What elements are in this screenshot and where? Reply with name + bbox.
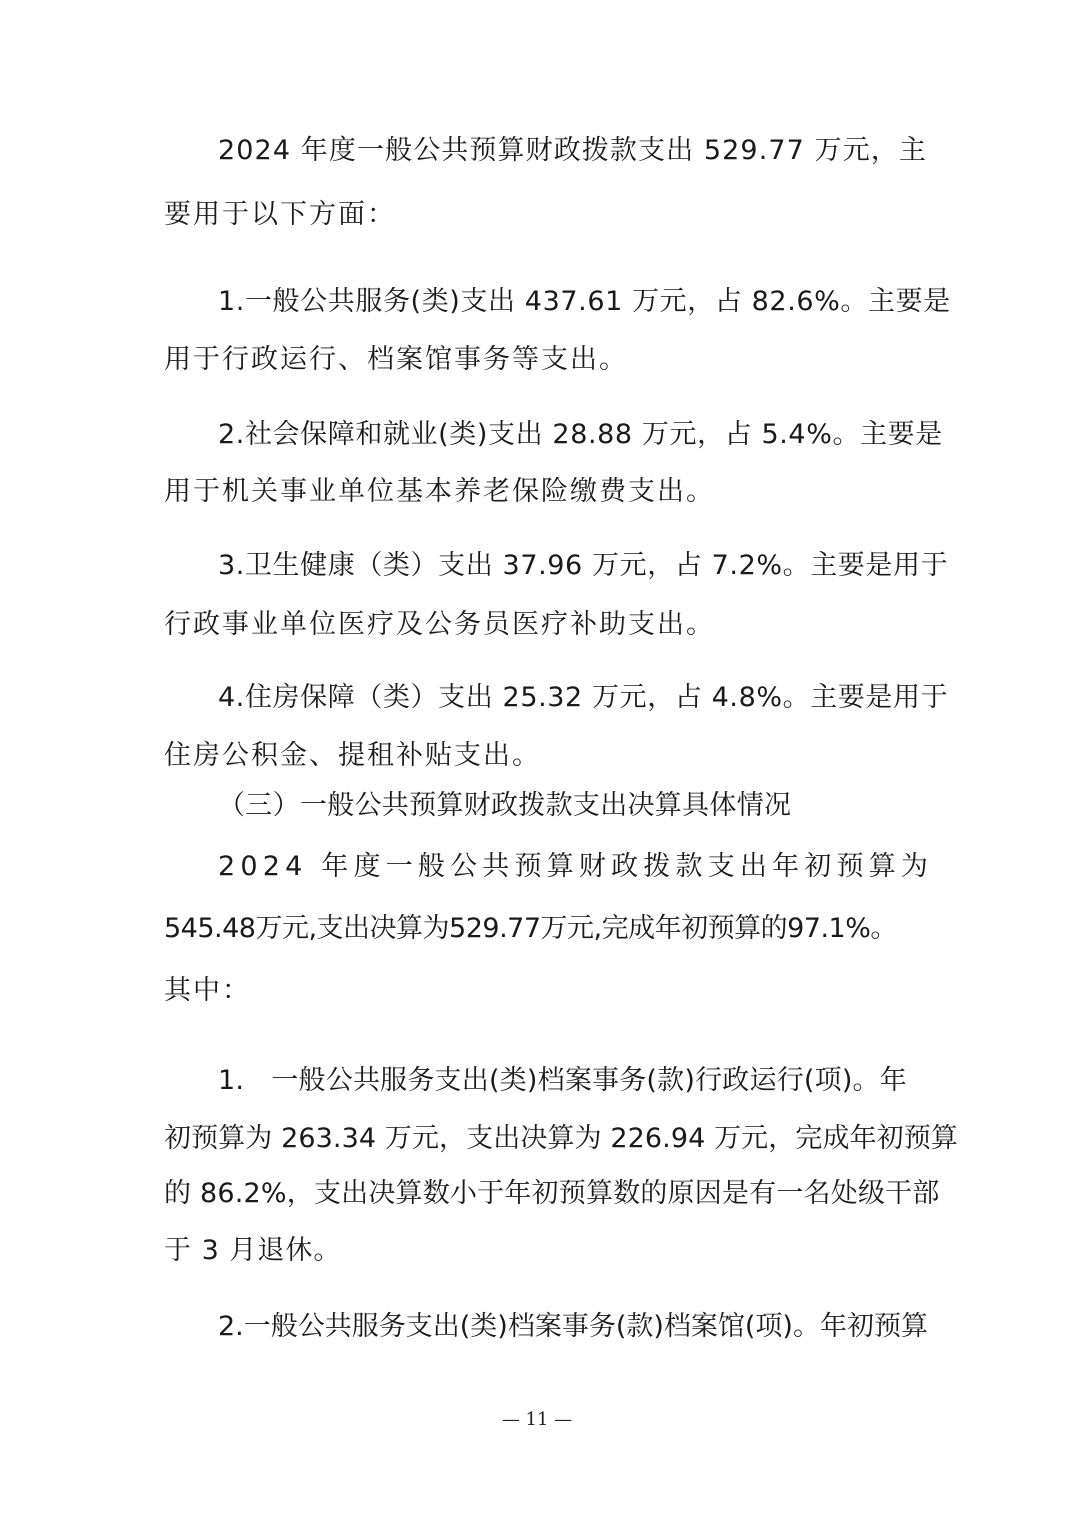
text-line: 住房公积金、提租补贴支出。 xyxy=(164,740,541,771)
text-line: 2.一般公共服务支出(类)档案事务(款)档案馆(项)。年初预算 xyxy=(218,1311,928,1342)
text-line: 的 86.2%，支出决算数小于年初预算数的原因是有一名处级干部 xyxy=(164,1178,940,1209)
text-line: 2024 年度一般公共预算财政拨款支出 529.77 万元，主 xyxy=(218,135,928,166)
section-heading: （三）一般公共预算财政拨款支出决算具体情况 xyxy=(218,790,792,821)
text-line: 行政事业单位医疗及公务员医疗补助支出。 xyxy=(164,609,715,640)
text-line: 3.卫生健康（类）支出 37.96 万元，占 7.2%。主要是用于 xyxy=(218,550,949,581)
text-line: 初预算为 263.34 万元，支出决算为 226.94 万元，完成年初预算 xyxy=(164,1123,958,1154)
text-line: 545.48万元,支出决算为529.77万元,完成年初预算的97.1%。 xyxy=(164,913,897,944)
page-number: — 11 — xyxy=(501,1409,573,1430)
text-line: 1. 一般公共服务支出(类)档案事务(款)行政运行(项)。年 xyxy=(218,1065,907,1096)
text-line: 2024 年度一般公共预算财政拨款支出年初预算为 xyxy=(218,851,934,882)
text-line: 要用于以下方面： xyxy=(164,199,396,230)
text-line: 于 3 月退休。 xyxy=(164,1235,342,1266)
text-line: 其中： xyxy=(164,975,251,1006)
text-line: 用于行政运行、档案馆事务等支出。 xyxy=(164,344,628,375)
text-line: 1.一般公共服务(类)支出 437.61 万元，占 82.6%。主要是 xyxy=(218,286,951,317)
text-line: 用于机关事业单位基本养老保险缴费支出。 xyxy=(164,476,715,507)
text-line: 4.住房保障（类）支出 25.32 万元，占 4.8%。主要是用于 xyxy=(218,682,949,713)
text-line: 2.社会保障和就业(类)支出 28.88 万元，占 5.4%。主要是 xyxy=(218,419,943,450)
